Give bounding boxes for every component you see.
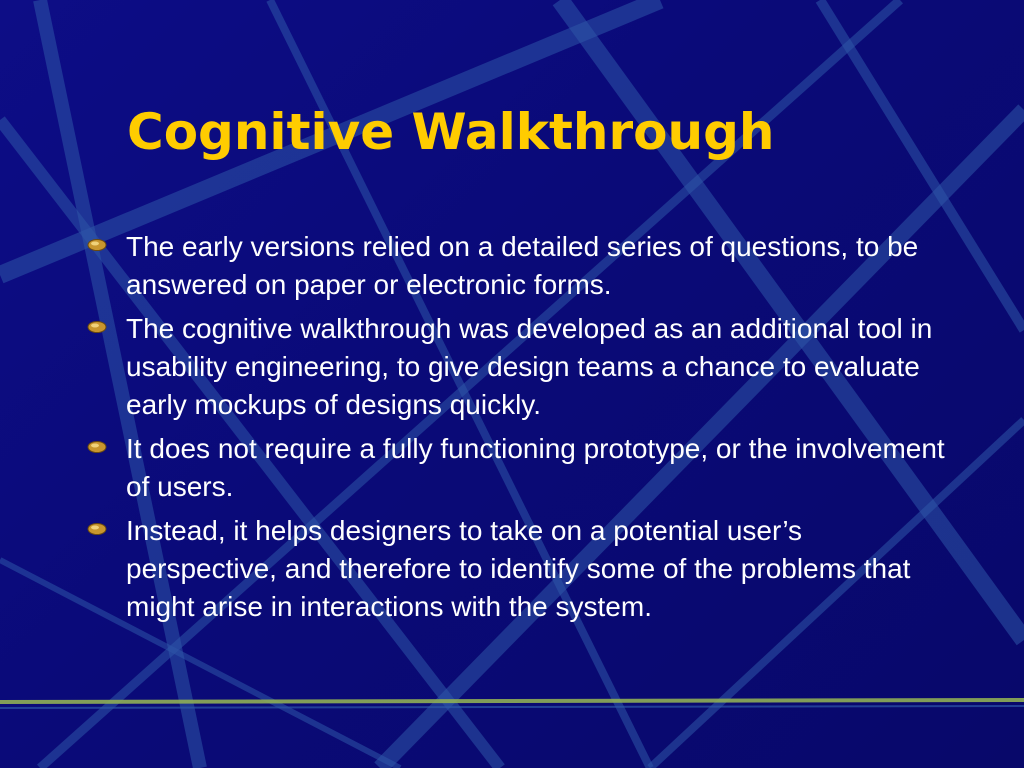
gold-disc-bullet-icon xyxy=(86,522,108,536)
gold-disc-bullet-icon xyxy=(86,440,108,454)
bullet-item xyxy=(86,512,946,626)
gold-disc-bullet-icon xyxy=(86,320,108,334)
bullet-text: Instead, it helps designers to take on a potential user’s perspective, and therefore to identify some of the problems that might arise in interactions with the system. xyxy=(126,515,911,622)
bullet-item xyxy=(86,228,946,304)
slide-title: Cognitive Walkthrough xyxy=(127,103,775,161)
bullet-text: The early versions relied on a detailed series of questions, to be answered on paper or electronic forms. xyxy=(126,231,919,300)
bullet-item xyxy=(86,310,946,424)
bullet-item xyxy=(86,430,946,506)
bullet-text: The cognitive walkthrough was developed as an additional tool in usability engineering, to give design teams a chance to evaluate early mockups of designs quickly. xyxy=(126,313,933,420)
gold-disc-bullet-icon xyxy=(86,238,108,252)
bullet-list xyxy=(86,228,946,632)
bullet-text: It does not require a fully functioning prototype, or the involvement of users. xyxy=(126,433,945,502)
